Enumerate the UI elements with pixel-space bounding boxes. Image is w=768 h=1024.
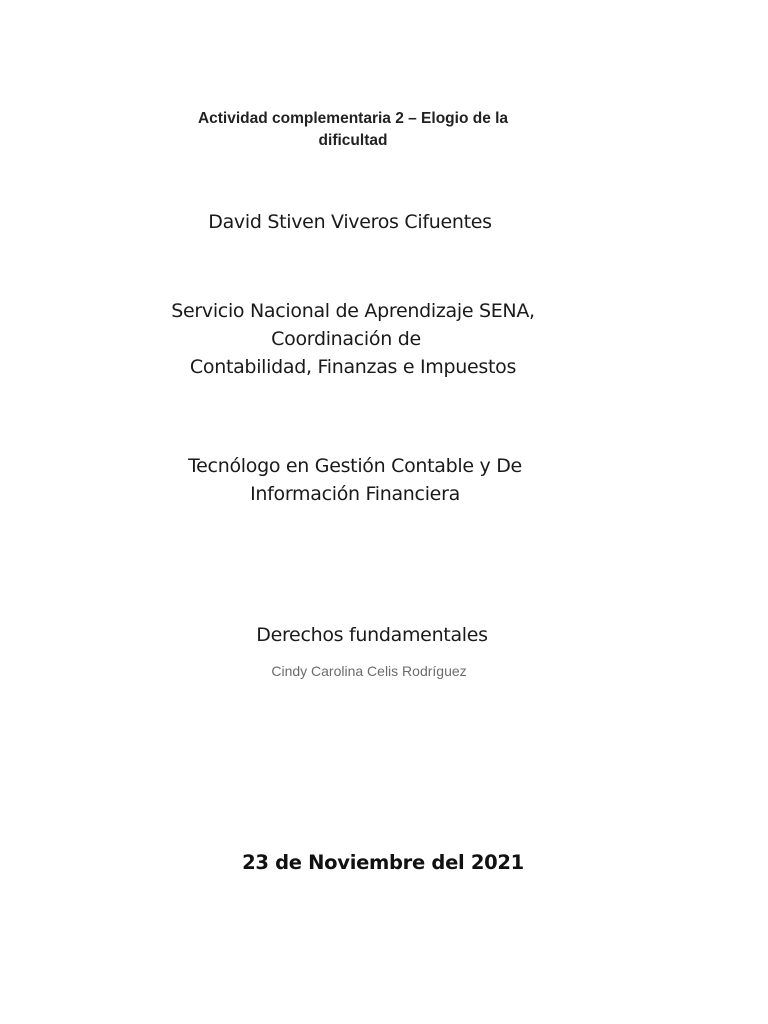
institution-line-2: Coordinación de: [271, 328, 421, 350]
title-line-1: Actividad complementaria 2 – Elogio de la: [197, 110, 509, 127]
student-name: David Stiven Viveros Cifuentes: [208, 211, 492, 233]
program-line-2: Información Financiera: [250, 483, 460, 505]
institution-line-3: Contabilidad, Finanzas e Impuestos: [189, 356, 517, 378]
instructor-name: Cindy Carolina Celis Rodríguez: [271, 663, 467, 679]
title-line-2: dificultad: [318, 132, 388, 149]
document-date: 23 de Noviembre del 2021: [242, 851, 524, 874]
institution-line-1: Servicio Nacional de Aprendizaje SENA,: [171, 300, 535, 322]
subject: Derechos fundamentales: [256, 624, 488, 646]
program-line-1: Tecnólogo en Gestión Contable y De: [188, 455, 522, 477]
